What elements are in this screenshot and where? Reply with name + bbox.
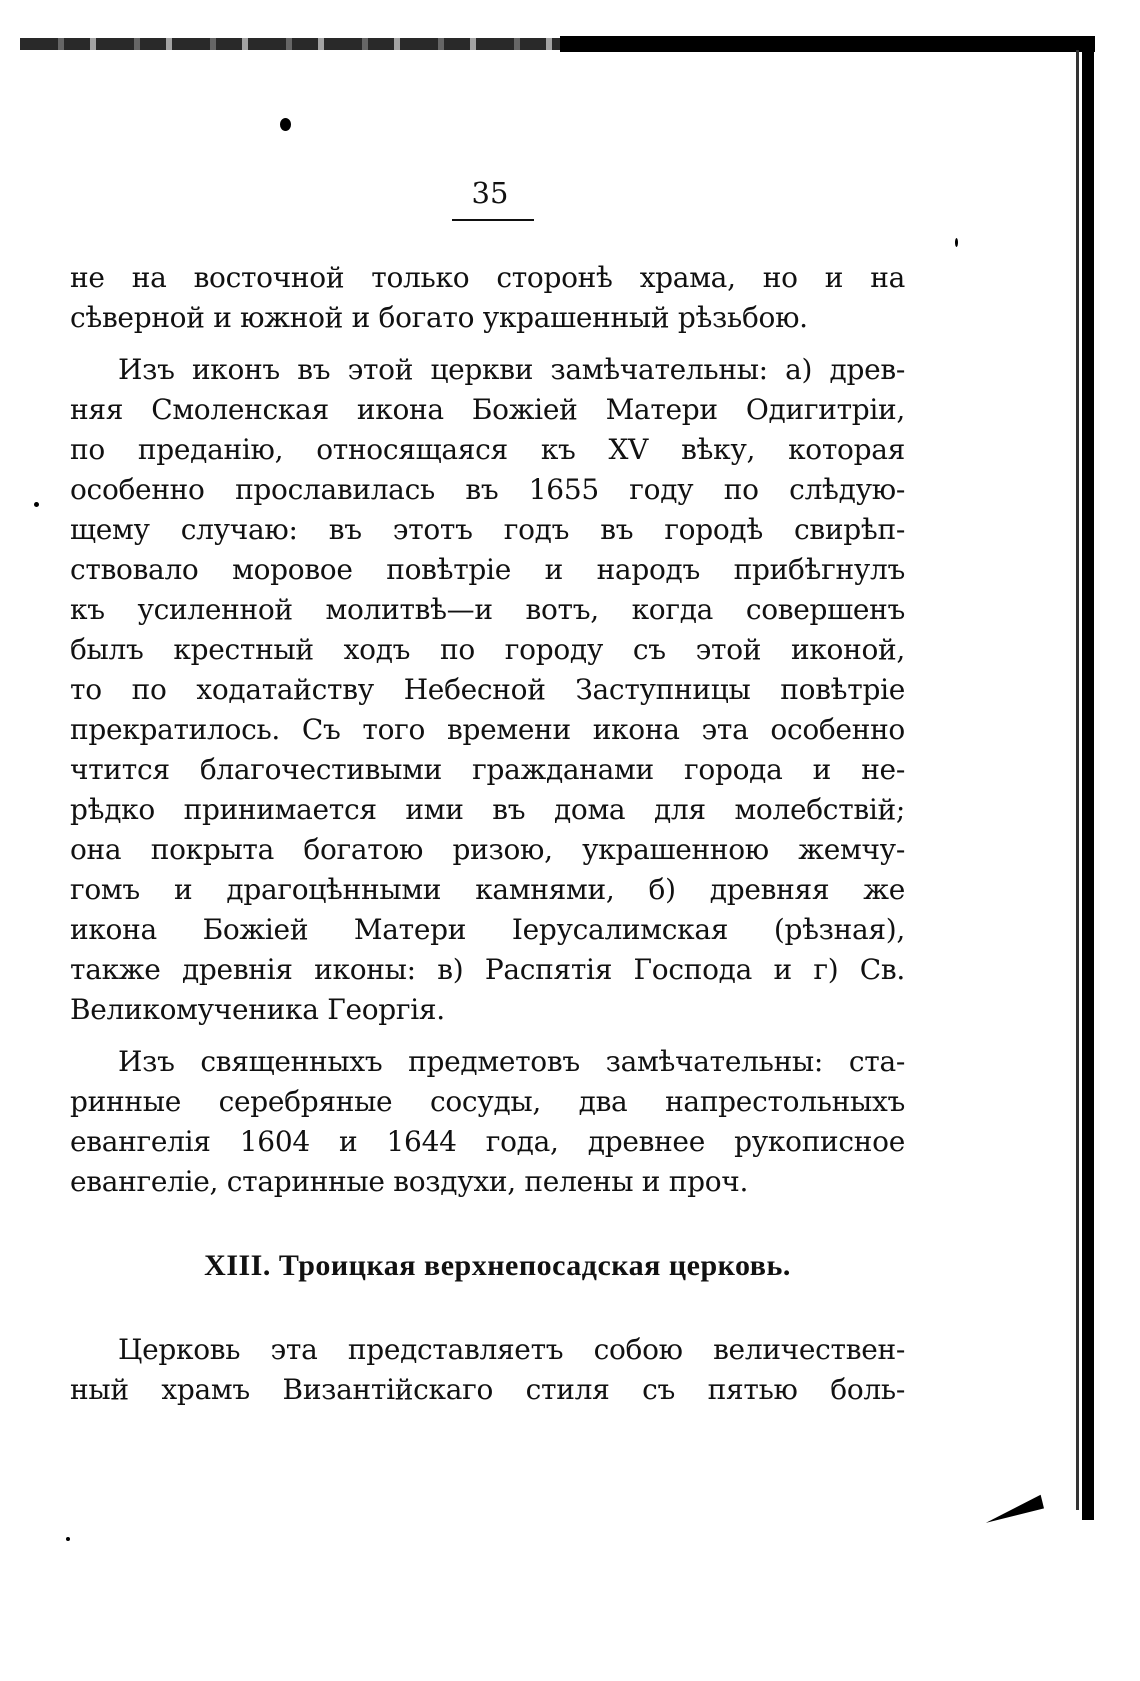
paragraph-continuation	[70, 258, 905, 338]
paragraph-icons	[70, 350, 905, 1030]
text-line: Изъ иконъ въ этой церкви замѣчательны: а) древ-	[118, 353, 905, 386]
text-line: ствовало моровое повѣтріе и народъ прибѣгнулъ	[70, 553, 905, 586]
text-line: то по ходатайству Небесной Заступницы повѣтріе	[70, 673, 905, 706]
scan-right-edge	[1082, 40, 1094, 1520]
text-line: Великомученика Георгія.	[70, 993, 445, 1026]
text-line: ринные серебряные сосуды, два напрестольныхъ	[70, 1085, 905, 1118]
page-body	[70, 258, 905, 1410]
text-line: по преданію, относящаяся къ XV вѣку, которая	[70, 433, 905, 466]
ink-speck	[280, 118, 291, 131]
text-line: чтится благочестивыми гражданами города и не-	[70, 753, 905, 786]
text-line: рѣдко принимается ими въ дома для молебствій;	[70, 793, 905, 826]
scan-right-edge-inner	[1076, 50, 1079, 1510]
text-line: прекратилось. Съ того времени икона эта особенно	[70, 713, 905, 746]
ink-speck	[955, 238, 958, 247]
text-line: ный храмъ Византійскаго стиля съ пятью боль-	[70, 1373, 905, 1406]
ink-speck	[34, 502, 39, 507]
scan-top-edge-dark	[560, 36, 1095, 52]
text-line: былъ крестный ходъ по городу съ этой иконой,	[70, 633, 905, 666]
text-line: няя Смоленская икона Божіей Матери Одигитріи,	[70, 393, 905, 426]
text-line: къ усиленной молитвѣ—и вотъ, когда совершенъ	[70, 593, 905, 626]
text-line: щему случаю: въ этотъ годъ въ городѣ свирѣп-	[70, 513, 905, 546]
text-line: икона Божіей Матери Іерусалимская (рѣзная),	[70, 913, 905, 946]
text-line: Церковь эта представляетъ собою величествен-	[118, 1333, 905, 1366]
paragraph-sacred-objects	[70, 1042, 905, 1202]
page-number-rule	[452, 219, 534, 221]
text-line: евангеліе, старинные воздухи, пелены и проч.	[70, 1165, 749, 1198]
text-line: особенно прославилась въ 1655 году по слѣдую-	[70, 473, 905, 506]
paragraph-trinity-church	[70, 1330, 905, 1410]
ink-speck	[66, 1537, 70, 1541]
scan-corner-mark	[980, 1485, 1044, 1523]
text-line: гомъ и драгоцѣнными камнями, б) древняя же	[70, 873, 905, 906]
text-line: она покрыта богатою ризою, украшенною жемчу-	[70, 833, 905, 866]
text-line: также древнія иконы: в) Распятія Господа и г) Св.	[70, 953, 905, 986]
text-line: не на восточной только сторонѣ храма, но и на	[70, 261, 905, 294]
text-line: сѣверной и южной и богато украшенный рѣзьбою.	[70, 301, 808, 334]
text-line: евангелія 1604 и 1644 года, древнее рукописное	[70, 1125, 905, 1158]
section-heading: XIII. Троицкая верхнепосадская церковь.	[204, 1249, 791, 1282]
text-line: Изъ священныхъ предметовъ замѣчательны: ста-	[118, 1045, 905, 1078]
page-number: 35	[471, 176, 509, 210]
